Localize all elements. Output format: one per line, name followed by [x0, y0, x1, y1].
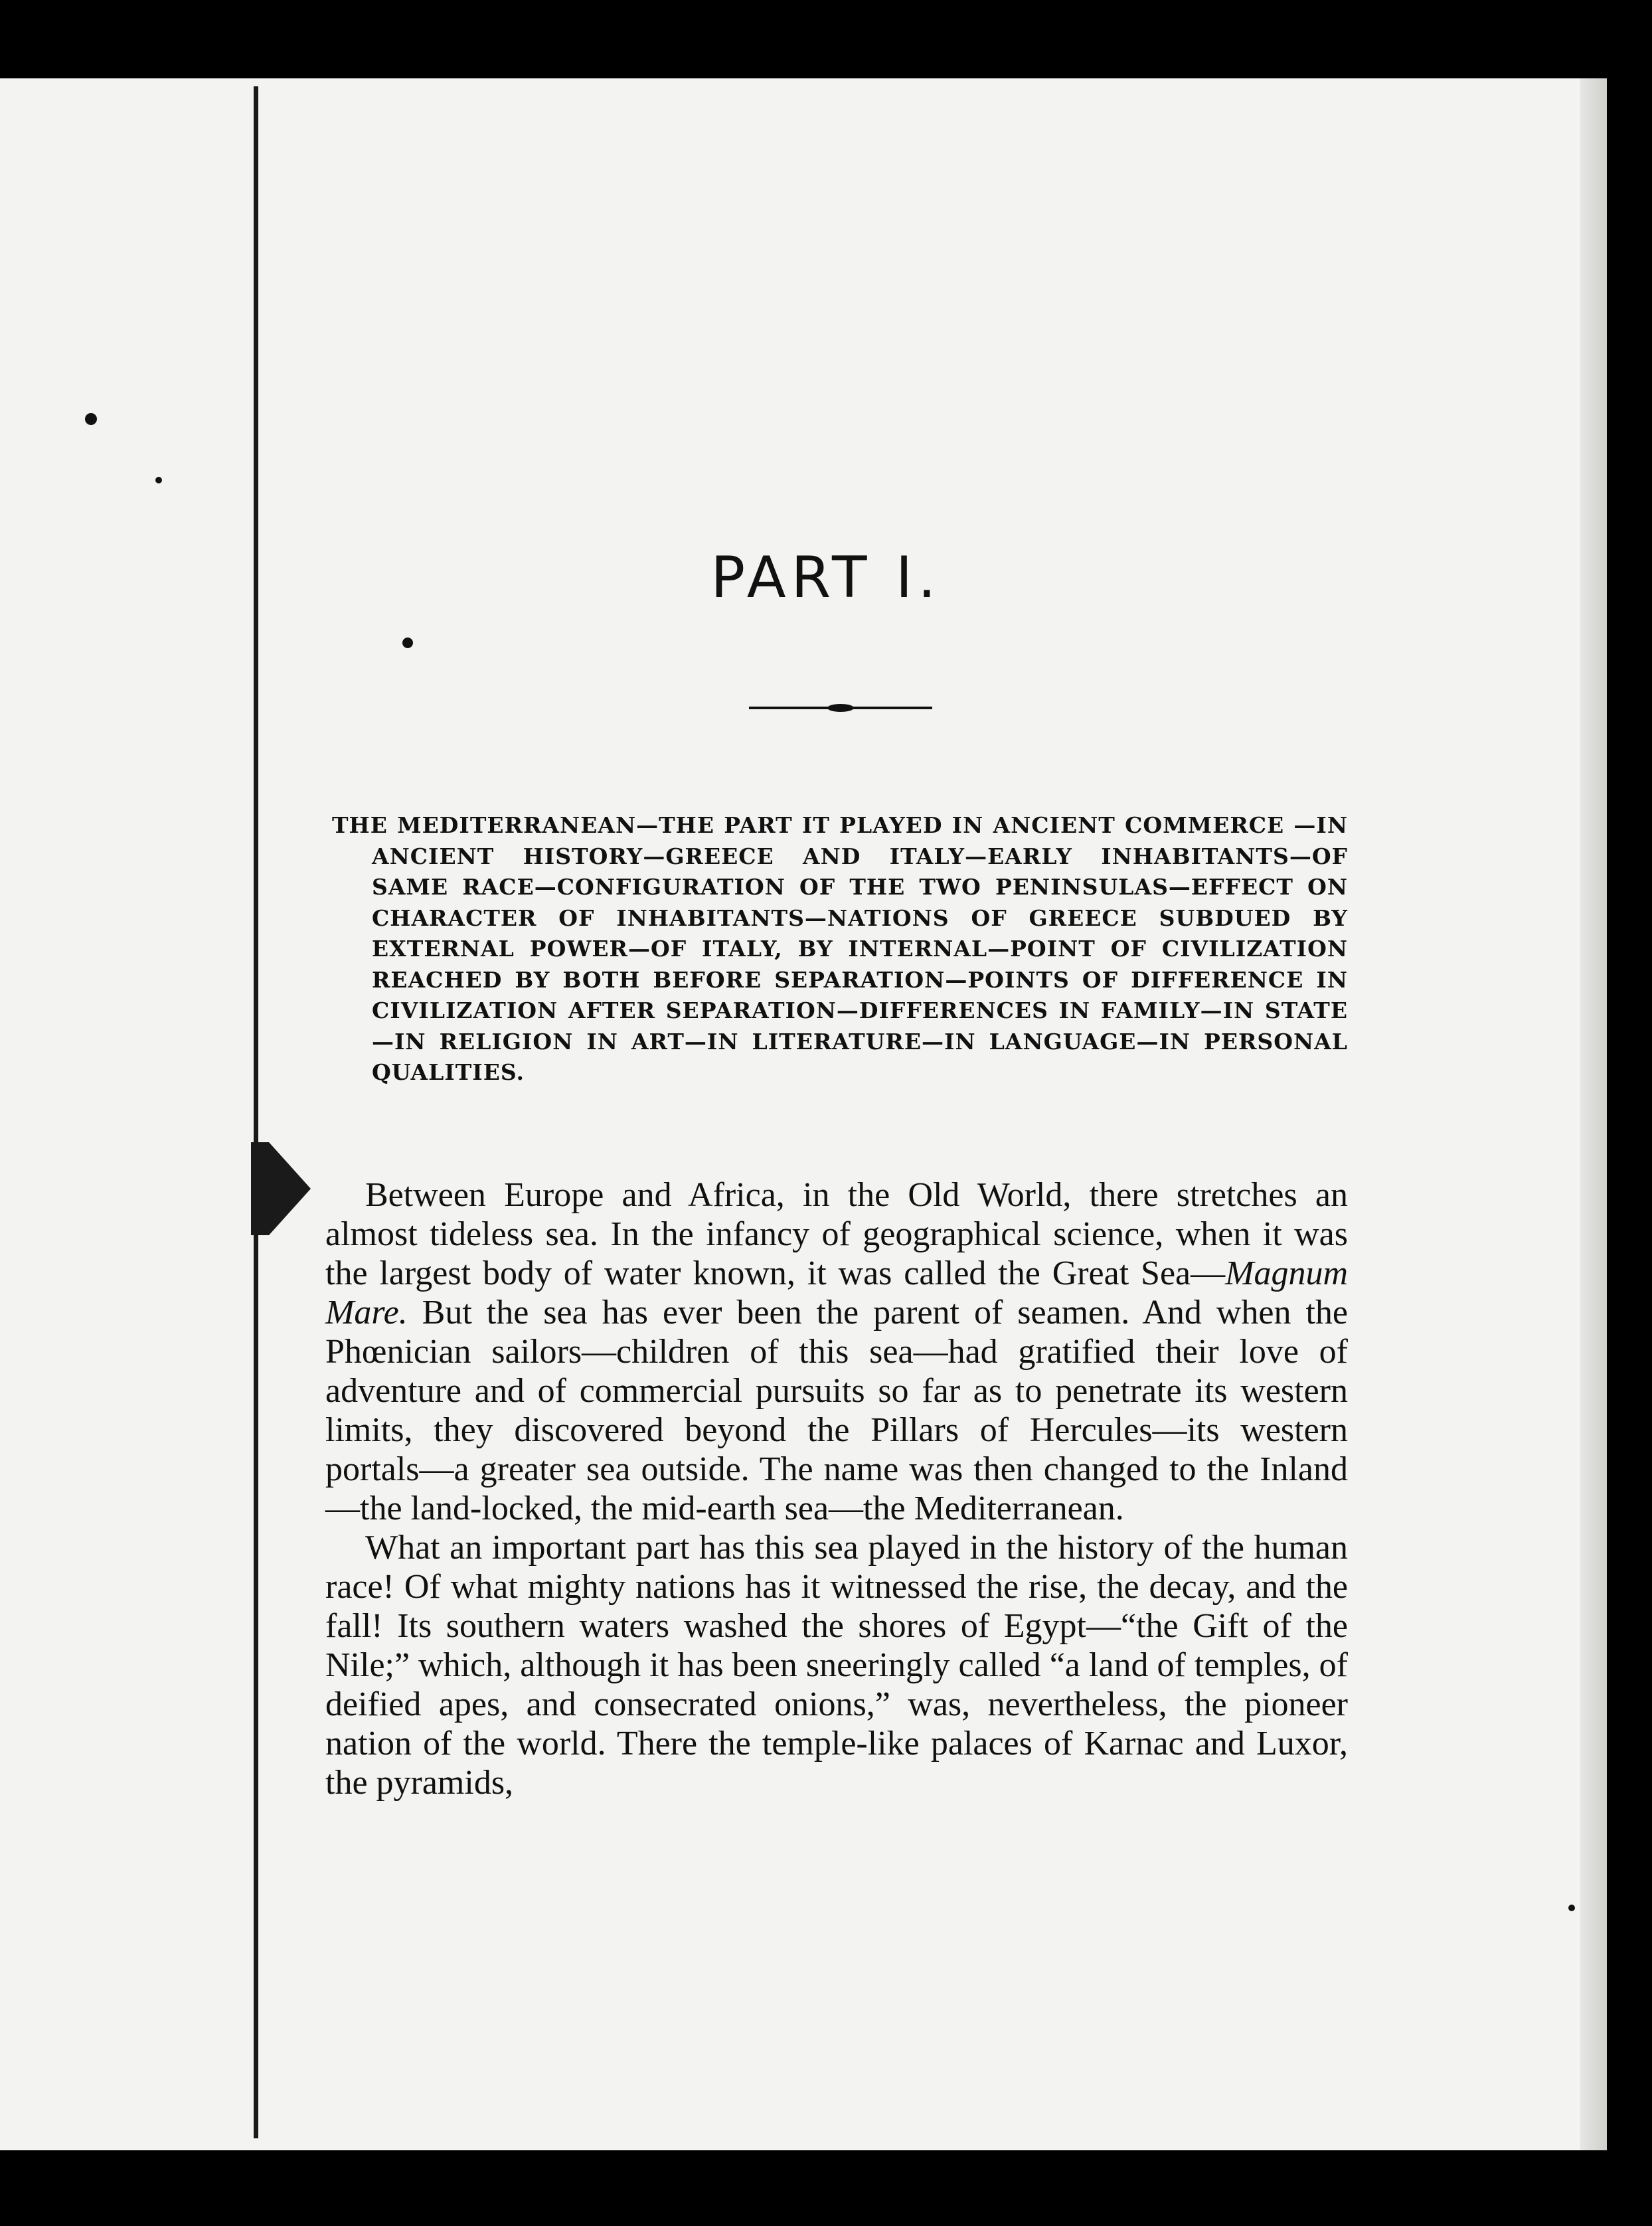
italic-phrase: Magnum Mare.: [325, 1254, 1348, 1331]
binding-gutter: [254, 86, 258, 2138]
paragraph-2: What an important part has this sea played in the history of the human race! Of what mighty nations has it witnessed the rise, the decay, and the fall! Its southern waters washed the shores of Egypt—“the Gift of the Nile;” which, although it has been sneeringly called “a land of temples, of deified apes, and consecrated onions,” was, nevertheless, the pioneer nation of the world. There the temple-like palaces of Karnac and Luxor, the pyramids,: [325, 1529, 1348, 1802]
body-text: [325, 1175, 1348, 1802]
ink-speck: [155, 477, 162, 483]
ornamental-rule: [749, 707, 932, 709]
page-edge: [1580, 78, 1607, 2150]
chapter-synopsis: THE MEDITERRANEAN—THE PART IT PLAYED IN ANCIENT COMMERCE —IN ANCIENT HISTORY—GREECE AND ITALY—EARLY INHABITANTS—OF SAME RACE—CONFIGURATION OF THE TWO PENINSULAS—EFFECT ON CHARACTER OF INHABITANTS—NATIONS OF GREECE SUBDUED BY EXTERNAL POWER—OF ITALY, BY INTERNAL—POINT OF CIVILIZATION REACHED BY BOTH BEFORE SEPARATION—POINTS OF DIFFERENCE IN CIVILIZATION AFTER SEPARATION—DIFFERENCES IN FAMILY—IN STATE—IN RELIGION IN ART—IN LITERATURE—IN LANGUAGE—IN PERSONAL QUALITIES.: [332, 812, 1348, 1085]
book-page: [0, 78, 1607, 2150]
paragraph-1: Between Europe and Africa, in the Old World, there stretches an almost tideless sea. In the infancy of geographical science, when it was the largest body of water known, it was called the Great Sea—Magnum Mare. But the sea has ever been the parent of seamen. And when the Phœnician sailors—children of this sea—had gratified their love of adventure and of commercial pursuits so far as to penetrate its western limits, they discovered beyond the Pillars of Hercules—its western portals—a greater sea outside. The name was then changed to the Inland—the land-locked, the mid-earth sea—the Mediterranean.: [325, 1176, 1348, 1527]
ink-speck: [85, 413, 97, 425]
ink-speck: [1568, 1905, 1575, 1911]
ink-speck: [402, 638, 413, 648]
part-heading: PART I.: [710, 545, 942, 611]
